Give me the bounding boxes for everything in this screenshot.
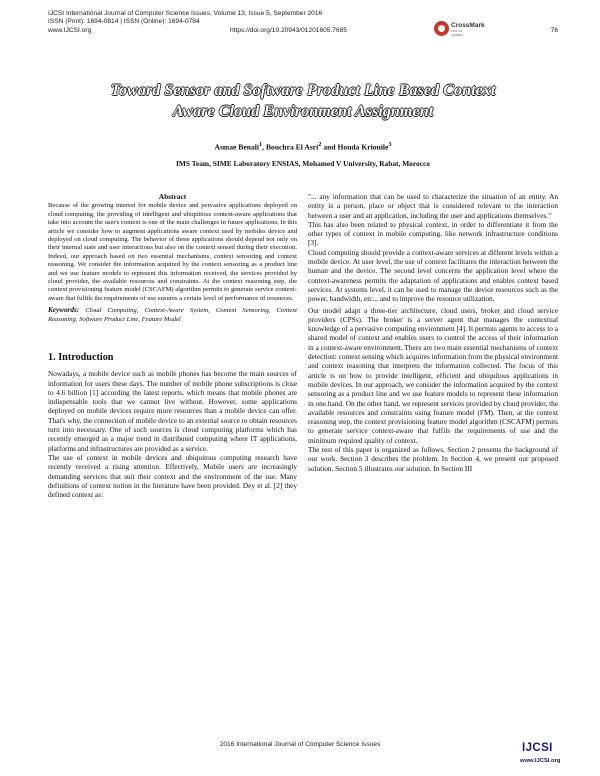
- right-paragraph-4: Our model adapt a three-tier architecture, cloud users, broker and cloud service providers (CPSs). The broker is a server agent that manages the contextual knowledge of a pervasive computing environment [4]. It permits agents to access to a shared model of context and enables users to control the access of their information in a context-aware environment. There are two main essential mechanisms of context detection: context sensing which acquires information from the physical environment and context reasoning that interprets the information collected. The focus of this article is on how to provide intelligent, efficient and ubiquitous applications in mobile devices. In our approach, we consider the information acquired by the context sensoring as a product line and we use feature models to represent these information in one hand. On the other hand, we represent services provided by cloud provider, the available resources and constraints using feature model (FM). Then, at the context reasoning step, the context provisioning feature model algorithm (CSCAFM) permits to generate service context-aware that fulfils the requirements of use and the minimum required quality of context.: [308, 305, 558, 445]
- intro-paragraph-2: The use of context in mobile devices and ubiquitous computing research have recently received a rising attention. Effectively, Mobile users are increasingly demanding services that suit their context and the environment of the use. Many definitions of context notion in the literature have been provided. Dey et al. [2] they defined context as:: [48, 452, 297, 500]
- author-separator: and: [321, 142, 338, 152]
- author-2-affil: 2: [318, 141, 322, 148]
- journal-line: IJCSI International Journal of Computer Science Issues, Volume 13, Issue 5, September 2016: [48, 10, 323, 17]
- right-paragraph-3: Cloud computing should provide a context-aware services at different levels within a mobile device. At user level, the use of context facilitates the interaction between the human and the device. The second level concerns the application level where the context-awareness permits the adaptation of applications and enables context based services. At systems level, it can be used to manage the device resources such as the power, bandwidth, etc... and to improve the resource utilization.: [308, 247, 558, 304]
- definition-quote: "... any information that can be used to characterize the situation of an entity. An entity is a person, place or object that is considered relevant to the interaction between a user and an application, including the user and applications themselves.": [308, 192, 558, 220]
- journal-url-link[interactable]: www.IJCSI.org: [48, 26, 92, 34]
- crossmark-badge[interactable]: [434, 19, 485, 39]
- crossmark-sub-label: click for updates: [451, 29, 464, 37]
- logo-url: www.IJCSI.org: [520, 758, 561, 764]
- section-heading-introduction: 1. Introduction: [48, 351, 114, 363]
- abstract-text: Because of the growing interest for mobile device and pervasive applications deployed on cloud computing, the providing of intelligent and ubiquitous context-aware applications that take into account the user's context is one of the main challenges in future applications. In this article we consider how to augment applications aware context used by mobiles device and deployed on cloud computing. The behavior of these applications should depend not only on their internal state and user interactions but also on the context sensed during their execution. Indeed, our approach based on two essential mechanisms, context sensoring and context reasoning. We consider the information acquired by the context sensoring as a product line and we use feature models to represent this information received, the services provided by cloud provider, the available resources and constraints. At the context reasoning step, the context provisioning feature model (CSCAFM) algorithm permits to generate service context-aware that fulfils the requirements of use ensures a certain level of performance of resources.: [48, 202, 297, 302]
- logo-text: IJCSI: [522, 742, 553, 754]
- author-1-affil: 1: [258, 141, 263, 148]
- abstract-heading: Abstract: [158, 192, 187, 201]
- page-number: 76: [550, 26, 558, 34]
- ijcsi-logo: [520, 740, 562, 770]
- intro-paragraph-1: Nowadays, a mobile device such as mobile phones has become the main sources of information for users these days. The number of mobile phone subscriptions is close to 4.6 billion [1] according the latest reports, which means that mobile phones are indispensable tools that we cannot live without. However, some applications deployed on mobile devices require more resources than a mobile device can offer. That's why, the connection of mobile device to an external source to obtain resources turn into necessary. One of such sources is cloud computing platforms which has recently emerged as a major trend in distributed computing where IT applications, platforms and infrastructures are provided as a service.: [48, 369, 297, 453]
- author-1: Asmae Benali: [214, 142, 259, 152]
- paper-title: [48, 80, 558, 122]
- title-line-1: Toward Sensor and Software Product Line Based Context: [110, 81, 496, 99]
- author-list: [48, 141, 558, 152]
- author-2: Bouchra El Asri: [265, 142, 319, 152]
- keywords: [48, 306, 297, 324]
- doi-link[interactable]: https://doi.org/10.20943/01201605.7685: [230, 26, 347, 34]
- keywords-label: Keywords:: [48, 306, 80, 315]
- right-paragraph-2: This has also been related to physical context, in order to differentiate it from the other types of context in mobile computing, like network infrastructure conditions [3].: [308, 219, 558, 248]
- page-footer: 2016 International Journal of Computer Science Issues: [219, 741, 381, 748]
- crossmark-icon: [434, 21, 449, 36]
- author-separator: ,: [262, 142, 266, 152]
- right-paragraph-5: The rest of this paper is organized as follows. Section 2 presents the background of our work. Section 3 describes the problem. In Section 4, we present our proposed solution. Section 5 illustrates our solution. In Section III: [308, 445, 558, 473]
- keywords-list: Cloud Computing, Context-Aware System, Context Sensoring, Context Reasoning, Software Product Line, Feature Model: [48, 307, 298, 323]
- author-3: Houda Kriouile: [337, 142, 389, 152]
- crossmark-label: CrossMark: [451, 22, 485, 29]
- affiliation: IMS Team, SIME Laboratory ENSIAS, Mohamed V University, Rabat, Morocco: [176, 159, 430, 168]
- issn-line: ISSN (Print): 1694-0814 | ISSN (Online): 1694-0784: [48, 18, 200, 26]
- author-3-affil: 3: [388, 141, 392, 148]
- left-column: [48, 192, 297, 499]
- right-column: [308, 192, 558, 473]
- title-line-2: Aware Cloud Environment Assignment: [172, 102, 434, 120]
